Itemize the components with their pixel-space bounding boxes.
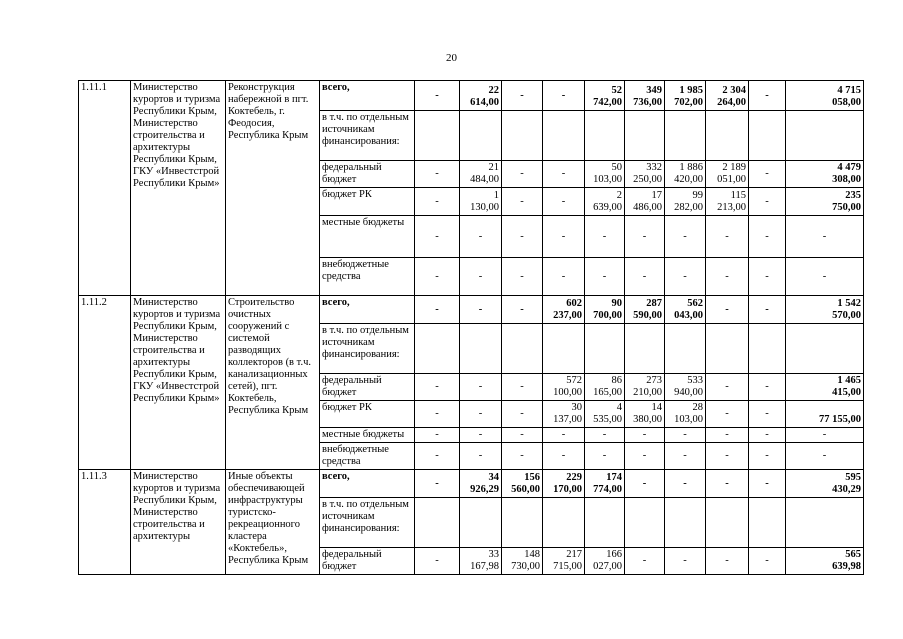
table-row — [79, 81, 864, 111]
funding-source-label: федеральный бюджет — [320, 374, 415, 401]
empty-value-dash: - — [502, 296, 543, 324]
section-code: 1.11.1 — [79, 81, 131, 296]
amount-value: 99 282,00 — [665, 188, 706, 216]
blank-cell — [585, 498, 625, 548]
blank-cell — [415, 498, 460, 548]
empty-value-dash: - — [415, 548, 460, 575]
funding-source-label: в т.ч. по отдельным источникам финансирования: — [320, 498, 415, 548]
amount-value: 1 985 702,00 — [665, 81, 706, 111]
amount-value: 14 380,00 — [625, 401, 665, 428]
amount-value: 332 250,00 — [625, 161, 665, 188]
section-executor: Министерство курортов и туризма Республики Крым, Министерство строительства и архитектуры — [131, 470, 226, 575]
total-value: 1 542 570,00 — [786, 296, 864, 324]
blank-cell — [625, 111, 665, 161]
amount-value: 174 774,00 — [585, 470, 625, 498]
empty-value-dash: - — [706, 470, 749, 498]
budget-table — [78, 80, 864, 575]
funding-source-label: местные бюджеты — [320, 428, 415, 443]
empty-value-dash: - — [786, 258, 864, 296]
empty-value-dash: - — [543, 258, 585, 296]
empty-value-dash: - — [543, 188, 585, 216]
empty-value-dash: - — [706, 548, 749, 575]
empty-value-dash: - — [543, 443, 585, 470]
amount-value: 229 170,00 — [543, 470, 585, 498]
total-value: 1 465 415,00 — [786, 374, 864, 401]
empty-value-dash: - — [415, 188, 460, 216]
empty-value-dash: - — [625, 443, 665, 470]
empty-value-dash: - — [786, 428, 864, 443]
empty-value-dash: - — [749, 296, 786, 324]
empty-value-dash: - — [749, 216, 786, 258]
empty-value-dash: - — [706, 258, 749, 296]
empty-value-dash: - — [706, 374, 749, 401]
blank-cell — [460, 111, 502, 161]
empty-value-dash: - — [460, 296, 502, 324]
empty-value-dash: - — [415, 470, 460, 498]
empty-value-dash: - — [665, 216, 706, 258]
total-value: 4 479 308,00 — [786, 161, 864, 188]
empty-value-dash: - — [749, 401, 786, 428]
empty-value-dash: - — [460, 401, 502, 428]
amount-value: 90 700,00 — [585, 296, 625, 324]
section-executor: Министерство курортов и туризма Республики Крым, Министерство строительства и архитектуры Республики Крым, ГКУ «Инвестстрой Республики Крым» — [131, 81, 226, 296]
empty-value-dash: - — [749, 161, 786, 188]
amount-value: 148 730,00 — [502, 548, 543, 575]
amount-value: 22 614,00 — [460, 81, 502, 111]
empty-value-dash: - — [502, 188, 543, 216]
section-code: 1.11.3 — [79, 470, 131, 575]
funding-source-label: внебюджетные средства — [320, 443, 415, 470]
funding-source-label: бюджет РК — [320, 188, 415, 216]
empty-value-dash: - — [665, 548, 706, 575]
amount-value: 30 137,00 — [543, 401, 585, 428]
empty-value-dash: - — [625, 548, 665, 575]
blank-cell — [502, 324, 543, 374]
funding-source-label: федеральный бюджет — [320, 161, 415, 188]
amount-value: 86 165,00 — [585, 374, 625, 401]
total-value: 4 715 058,00 — [786, 81, 864, 111]
empty-value-dash: - — [749, 548, 786, 575]
amount-value: 349 736,00 — [625, 81, 665, 111]
empty-value-dash: - — [502, 374, 543, 401]
funding-source-label: всего, — [320, 81, 415, 111]
empty-value-dash: - — [415, 161, 460, 188]
total-value: 235 750,00 — [786, 188, 864, 216]
empty-value-dash: - — [706, 401, 749, 428]
amount-value: 1 130,00 — [460, 188, 502, 216]
empty-value-dash: - — [585, 443, 625, 470]
amount-value: 50 103,00 — [585, 161, 625, 188]
empty-value-dash: - — [460, 216, 502, 258]
empty-value-dash: - — [415, 374, 460, 401]
empty-value-dash: - — [786, 443, 864, 470]
empty-value-dash: - — [502, 443, 543, 470]
empty-value-dash: - — [415, 443, 460, 470]
blank-cell — [585, 111, 625, 161]
empty-value-dash: - — [543, 81, 585, 111]
blank-cell — [706, 111, 749, 161]
table-row — [79, 470, 864, 498]
empty-value-dash: - — [502, 428, 543, 443]
blank-cell — [786, 111, 864, 161]
empty-value-dash: - — [749, 470, 786, 498]
empty-value-dash: - — [625, 258, 665, 296]
blank-cell — [415, 111, 460, 161]
blank-cell — [665, 111, 706, 161]
blank-cell — [585, 324, 625, 374]
section-description: Иные объекты обеспечивающей инфраструктуры туристско-рекреационного кластера «Коктебель», Республика Крым — [226, 470, 320, 575]
empty-value-dash: - — [415, 258, 460, 296]
empty-value-dash: - — [665, 428, 706, 443]
blank-cell — [665, 498, 706, 548]
empty-value-dash: - — [585, 216, 625, 258]
amount-value: 4 535,00 — [585, 401, 625, 428]
amount-value: 52 742,00 — [585, 81, 625, 111]
empty-value-dash: - — [625, 216, 665, 258]
blank-cell — [706, 324, 749, 374]
amount-value: 572 100,00 — [543, 374, 585, 401]
blank-cell — [749, 498, 786, 548]
blank-cell — [749, 324, 786, 374]
empty-value-dash: - — [543, 216, 585, 258]
empty-value-dash: - — [665, 443, 706, 470]
amount-value: 156 560,00 — [502, 470, 543, 498]
funding-source-label: всего, — [320, 470, 415, 498]
empty-value-dash: - — [502, 258, 543, 296]
amount-value: 2 639,00 — [585, 188, 625, 216]
amount-value: 533 940,00 — [665, 374, 706, 401]
section-code: 1.11.2 — [79, 296, 131, 470]
empty-value-dash: - — [415, 296, 460, 324]
funding-source-label: федеральный бюджет — [320, 548, 415, 575]
section-description: Реконструкция набережной в пгт. Коктебель, г. Феодосия, Республика Крым — [226, 81, 320, 296]
empty-value-dash: - — [706, 216, 749, 258]
blank-cell — [786, 324, 864, 374]
empty-value-dash: - — [625, 428, 665, 443]
funding-source-label: местные бюджеты — [320, 216, 415, 258]
blank-cell — [460, 324, 502, 374]
empty-value-dash: - — [749, 374, 786, 401]
section-description: Строительство очистных сооружений с системой разводящих коллекторов (в т.ч. канализационных сетей), пгт. Коктебель, Республика Крым — [226, 296, 320, 470]
empty-value-dash: - — [749, 443, 786, 470]
empty-value-dash: - — [665, 258, 706, 296]
blank-cell — [460, 498, 502, 548]
blank-cell — [502, 498, 543, 548]
empty-value-dash: - — [665, 470, 706, 498]
empty-value-dash: - — [460, 374, 502, 401]
empty-value-dash: - — [415, 401, 460, 428]
amount-value: 166 027,00 — [585, 548, 625, 575]
amount-value: 115 213,00 — [706, 188, 749, 216]
blank-cell — [706, 498, 749, 548]
empty-value-dash: - — [502, 216, 543, 258]
blank-cell — [749, 111, 786, 161]
empty-value-dash: - — [460, 443, 502, 470]
amount-value: 28 103,00 — [665, 401, 706, 428]
table-row — [79, 296, 864, 324]
empty-value-dash: - — [749, 428, 786, 443]
empty-value-dash: - — [706, 443, 749, 470]
empty-value-dash: - — [415, 81, 460, 111]
empty-value-dash: - — [786, 216, 864, 258]
total-value: 565 639,98 — [786, 548, 864, 575]
blank-cell — [543, 111, 585, 161]
empty-value-dash: - — [706, 428, 749, 443]
funding-source-label: в т.ч. по отдельным источникам финансирования: — [320, 324, 415, 374]
empty-value-dash: - — [706, 296, 749, 324]
blank-cell — [625, 324, 665, 374]
blank-cell — [543, 498, 585, 548]
amount-value: 562 043,00 — [665, 296, 706, 324]
funding-source-label: внебюджетные средства — [320, 258, 415, 296]
empty-value-dash: - — [543, 161, 585, 188]
empty-value-dash: - — [749, 81, 786, 111]
empty-value-dash: - — [543, 428, 585, 443]
amount-value: 2 189 051,00 — [706, 161, 749, 188]
amount-value: 34 926,29 — [460, 470, 502, 498]
amount-value: 1 886 420,00 — [665, 161, 706, 188]
amount-value: 2 304 264,00 — [706, 81, 749, 111]
amount-value: 21 484,00 — [460, 161, 502, 188]
empty-value-dash: - — [460, 258, 502, 296]
section-executor: Министерство курортов и туризма Республики Крым, Министерство строительства и архитектуры Республики Крым, ГКУ «Инвестстрой Республики Крым» — [131, 296, 226, 470]
empty-value-dash: - — [415, 428, 460, 443]
total-value: 595 430,29 — [786, 470, 864, 498]
funding-source-label: бюджет РК — [320, 401, 415, 428]
empty-value-dash: - — [625, 470, 665, 498]
empty-value-dash: - — [502, 161, 543, 188]
amount-value: 33 167,98 — [460, 548, 502, 575]
amount-value: 217 715,00 — [543, 548, 585, 575]
empty-value-dash: - — [502, 401, 543, 428]
funding-source-label: в т.ч. по отдельным источникам финансирования: — [320, 111, 415, 161]
blank-cell — [502, 111, 543, 161]
blank-cell — [625, 498, 665, 548]
total-value: 77 155,00 — [786, 401, 864, 428]
funding-source-label: всего, — [320, 296, 415, 324]
amount-value: 602 237,00 — [543, 296, 585, 324]
page-number: 20 — [446, 52, 457, 64]
empty-value-dash: - — [502, 81, 543, 111]
blank-cell — [665, 324, 706, 374]
blank-cell — [543, 324, 585, 374]
blank-cell — [786, 498, 864, 548]
empty-value-dash: - — [749, 188, 786, 216]
empty-value-dash: - — [415, 216, 460, 258]
empty-value-dash: - — [585, 428, 625, 443]
amount-value: 17 486,00 — [625, 188, 665, 216]
empty-value-dash: - — [585, 258, 625, 296]
empty-value-dash: - — [749, 258, 786, 296]
amount-value: 273 210,00 — [625, 374, 665, 401]
blank-cell — [415, 324, 460, 374]
empty-value-dash: - — [460, 428, 502, 443]
amount-value: 287 590,00 — [625, 296, 665, 324]
